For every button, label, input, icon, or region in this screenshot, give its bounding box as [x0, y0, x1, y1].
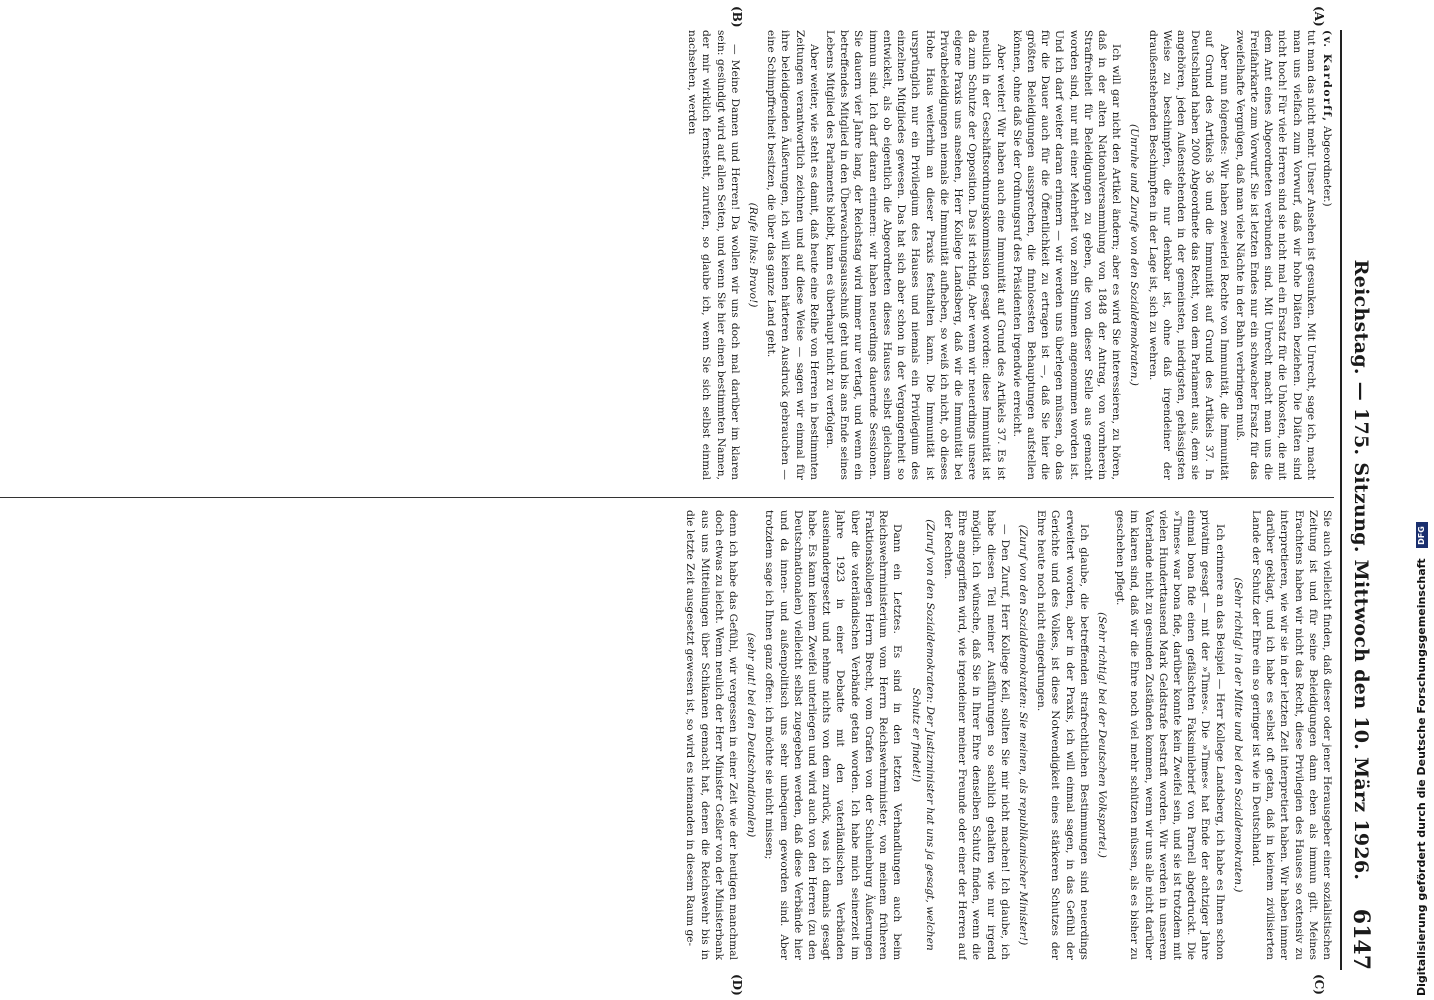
speaker-name: (v. Kardorff,	[1321, 30, 1333, 123]
margin-mark-c: (C)	[1312, 974, 1326, 995]
paragraph: Aber nun folgendes: Wir haben zweierlei Rechte von Immunität, die Immunität auf Grund des Artikels 36 und die Immunität auf Grund des Artikels 37. In Deutschland haben 2000 Abgeordnete das Recht, von dem Parlament aus, dem sie angehören, jeden Außenstehenden in der gemeinsten, niedrigsten, gehässigsten Weise zu beschimpfen, die nur denkbar ist, ohne daß irgendeiner der draußenstehenden Beschimpften in der Lage ist, sich zu wehren.	[1146, 30, 1230, 480]
paragraph: Aber weiter! Wir haben auch eine Immunität auf Grund des Artikels 37. Es ist neulich in der Geschäftsordnungskommission gesagt worden: diese Immunität ist da zum Schutze der Opposition. Das ist richtig. Aber wenn wir neuerdings unsere eigene Praxis uns ansehen, Herr Kollege Landsberg, daß wir die Immunität bei Privatbeleidigungen niemals die Immunität aufheben, so weiß ich nicht, ob dieses Hohe Haus weiterhin an dieser Praxis festhalten kann. Die Immunität ist ursprünglich nur ein Privilegium des Hauses und niemals ein Privilegium des einzelnen Mitgliedes gewesen. Das hat sich aber schon in der Vergangenheit so entwickelt, als ob eigentlich die Abgeordneten dieses Hauses selbst gleichsam immun sind. Ich darf daran erinnern: wir haben neuerdings dauernde Sessionen. Sie dauern vier Jahre lang, der Reichstag wird immer nur vertagt, und wenn ein betreffendes Mitglied in den Überwachungsausschuß geht und bis ans Ende seines Lebens Mitglied des Parlaments bleibt, kann es überhaupt nicht zu verfolgen.	[824, 30, 1007, 480]
credit-text: Digitalisierung gefördert durch die Deutsche Forschungsgemeinschaft	[1415, 558, 1428, 996]
right-column	[54, 510, 1334, 960]
margin-mark-b: (B)	[730, 6, 744, 28]
paragraph: Sie auch vielleicht finden, daß dieser oder jener Herausgeber einer sozialistischen Zeitung ist und für seine Beleidigungen dann eben als immun gilt. Meines Erachtens haben wir nicht das Recht, diese Privilegien des Hauses so extensiv zu interpretieren, wie wir sie in der letzten Zeit interpretiert haben. Wir haben immer darüber geklagt, und ich habe es selbst oft getan, daß in keinem zivilisierten Lande der Schutz der Ehre ein so geringer ist wie in Deutschland.	[1249, 510, 1333, 960]
paragraph: Dann ein Letztes. Es sind in den letzten Verhandlungen auch beim Reichswehrministerium vom Herrn Reichswehrminister, von meinem früheren Fraktionskollegen Herrn Brecht, vom Grafen von der Schulenburg Äußerungen über die vaterländischen Verbände getan worden. Ich habe mich seinerzeit im Jahre 1923 in einer Debatte mit den vaterländischen Verbänden auseinandergesetzt und nehme nichts von dem zurück, was ich damals gesagt habe. Es kann keinem Zweifel unterliegen und wird auch von den Herren (zu den Deutschnationalen) vielleicht selbst zugegeben werden, daß diese Verbände hier und da innen- und außenpolitisch uns sehr unbequem geworden sind. Aber trotzdem sage ich Ihnen ganz offen: ich möchte sie nicht missen;	[763, 510, 904, 960]
interjection: (Zuruf von den Sozialdemokraten: Der Justizminister hat uns ja gesagt, welchen Schutz er findet!)	[909, 519, 936, 951]
digitization-credit	[1414, 6, 1432, 996]
margin-mark-a: (A)	[1312, 6, 1326, 27]
interjection: (Unruhe und Zurufe von den Sozialdemokraten.)	[1128, 124, 1141, 386]
running-head: Reichstag. — 175. Sitzung. Mittwoch den 10. März 1926.	[1350, 259, 1372, 881]
footer-text-wrap	[1414, 6, 1430, 996]
paragraph: — Den Zuruf, Herr Kollege Keil, sollten Sie mir nicht machen! Ich glaube, ich habe diesen Teil meiner Ausführungen so sachlich gehalten wie nur irgend möglich. Ich wünsche, daß Sie in Ihrer Ehre denselben Schutz finden, wenn die Ehre angegriffen wird, wie irgendeiner meiner Freunde oder einer der Herren auf der Rechten.	[941, 510, 1011, 960]
paragraph: tut man das nicht mehr. Unser Ansehen ist gesunken. Mit Unrecht, sage ich, macht man uns vielfach zum Vorwurf, daß wir hohe Diäten beziehen. Die Diäten sind nicht hoch! Für viele Herren sind sie nicht mal ein Ersatz für die Unkosten, die mit dem Amt eines Abgeordneten verbunden sind. Mit Unrecht macht man uns die Freifahrkarte zum Vorwurf. Sie ist letzten Endes nur ein schwacher Ersatz für das zweifelhafte Vergnügen, daß man viele Nächte in der Bahn verbringen muß.	[1233, 30, 1317, 480]
column-divider	[0, 497, 1334, 498]
paragraph: Ich will gar nicht den Artikel ändern; aber es wird Sie interessieren, zu hören, daß in der alten Nationalversammlung von 1848 der Antrag, von vornherein Straffreiheit für Beleidigungen zu geben, die von dieser Stelle aus gemacht worden sind, nur mit einer Mehrheit von zehn Stimmen angenommen worden ist. Und ich darf weiter daran erinnern — wir werden uns überlegen müssen, ob das für die Dauer auch für die Öffentlichkeit zu ertragen ist —, daß Sie hier die größten Beleidigungen aussprechen, die finnlosesten Behauptungen aufstellen können, ohne daß Sie der Ordnungsruf des Präsidenten irgendwie erreicht.	[1010, 30, 1123, 480]
margin-mark-d: (D)	[730, 974, 744, 996]
interjection: (Zuruf von den Sozialdemokraten: Sie meinen, als republikanischer Minister!)	[1016, 524, 1029, 946]
dfg-logo: DFG	[1416, 522, 1428, 548]
paragraph: Aber weiter, wie steht es damit, daß heute eine Reihe von Herren in bestimmten Zeitungen verantwortlich zeichnen und auf diese Weise — sagen wir einmal für ihre beleidigenden Äußerungen, ich will keinen härteren Ausdruck gebrauchen — eine Schimpffreiheit besitzen, die über das ganze Land geht.	[765, 30, 820, 480]
paragraph: Ich erinnere an das Beispiel — Herr Kollege Landsberg, ich habe es Ihnen schon privatim gesagt — mit der »Times«. Die »Times« hat Ende der achtziger Jahre einmal bona fide einen gefälschten Faksimilebrief von Parnell abgedruckt. Die »Times« war bona fide, darüber konnte kein Zweifel sein, und sie ist trotzdem mit vielen Hunderttausend Mark Geldstrafe bestraft worden. Wir werden in unserem Vaterlande nicht zu gesunden Zuständen kommen, wenn wir uns alle nicht darüber im klaren sind, daß wir die Ehre noch viel mehr schützen müssen, als es bisher zu geschehen pflegt.	[1114, 510, 1226, 960]
interjection: (sehr gut! bei den Deutschnationalen)	[745, 632, 758, 838]
page-number: 6147	[1348, 908, 1374, 970]
paragraph: denn ich habe das Gefühl, wir vergessen in einer Zeit wie der heutigen manchmal doch etwas zu leicht. Wenn neulich der Herr Minister Geßler von der Ministerbank aus uns Mitteilungen über Schikanen gemacht hat, denen die Reichswehr bis in die letzte Zeit ausgesetzt gewesen ist, so wird es niemanden in diesem Raum ge-	[684, 510, 740, 960]
left-column	[54, 30, 1334, 480]
interjection: (Sehr richtig! bei der Deutschen Volkspartei.)	[1095, 612, 1108, 858]
speaker-line	[1320, 30, 1334, 480]
interjection: (Sehr richtig! in der Mitte und bei den Sozialdemokraten.)	[1231, 577, 1244, 893]
paragraph: Ich glaube, die betreffenden strafrechtlichen Bestimmungen sind neuerdings erweitert worden, aber in der Praxis, ich will einmal sagen, in das Gefühl der Gerichte und des Volkes, ist diese Notwendigkeit eines stärkeren Schutzes der Ehre heute noch nicht eingedrungen.	[1035, 510, 1090, 960]
header-rule	[1340, 30, 1342, 970]
interjection: (Rufe links: Bravo!)	[747, 202, 760, 308]
paragraph: — Meine Damen und Herren! Da wollen wir uns doch mal darüber im klaren sein: gesündigt wird auf allen Seiten, und wenn Sie hier einen bestimmten Namen, der mir wirklich fernsteht, zurufen, so glaube ich, wenn Sie sich selbst einmal nachsehen, werden	[686, 30, 741, 480]
speaker-role: Abgeordneter.)	[1321, 125, 1333, 207]
